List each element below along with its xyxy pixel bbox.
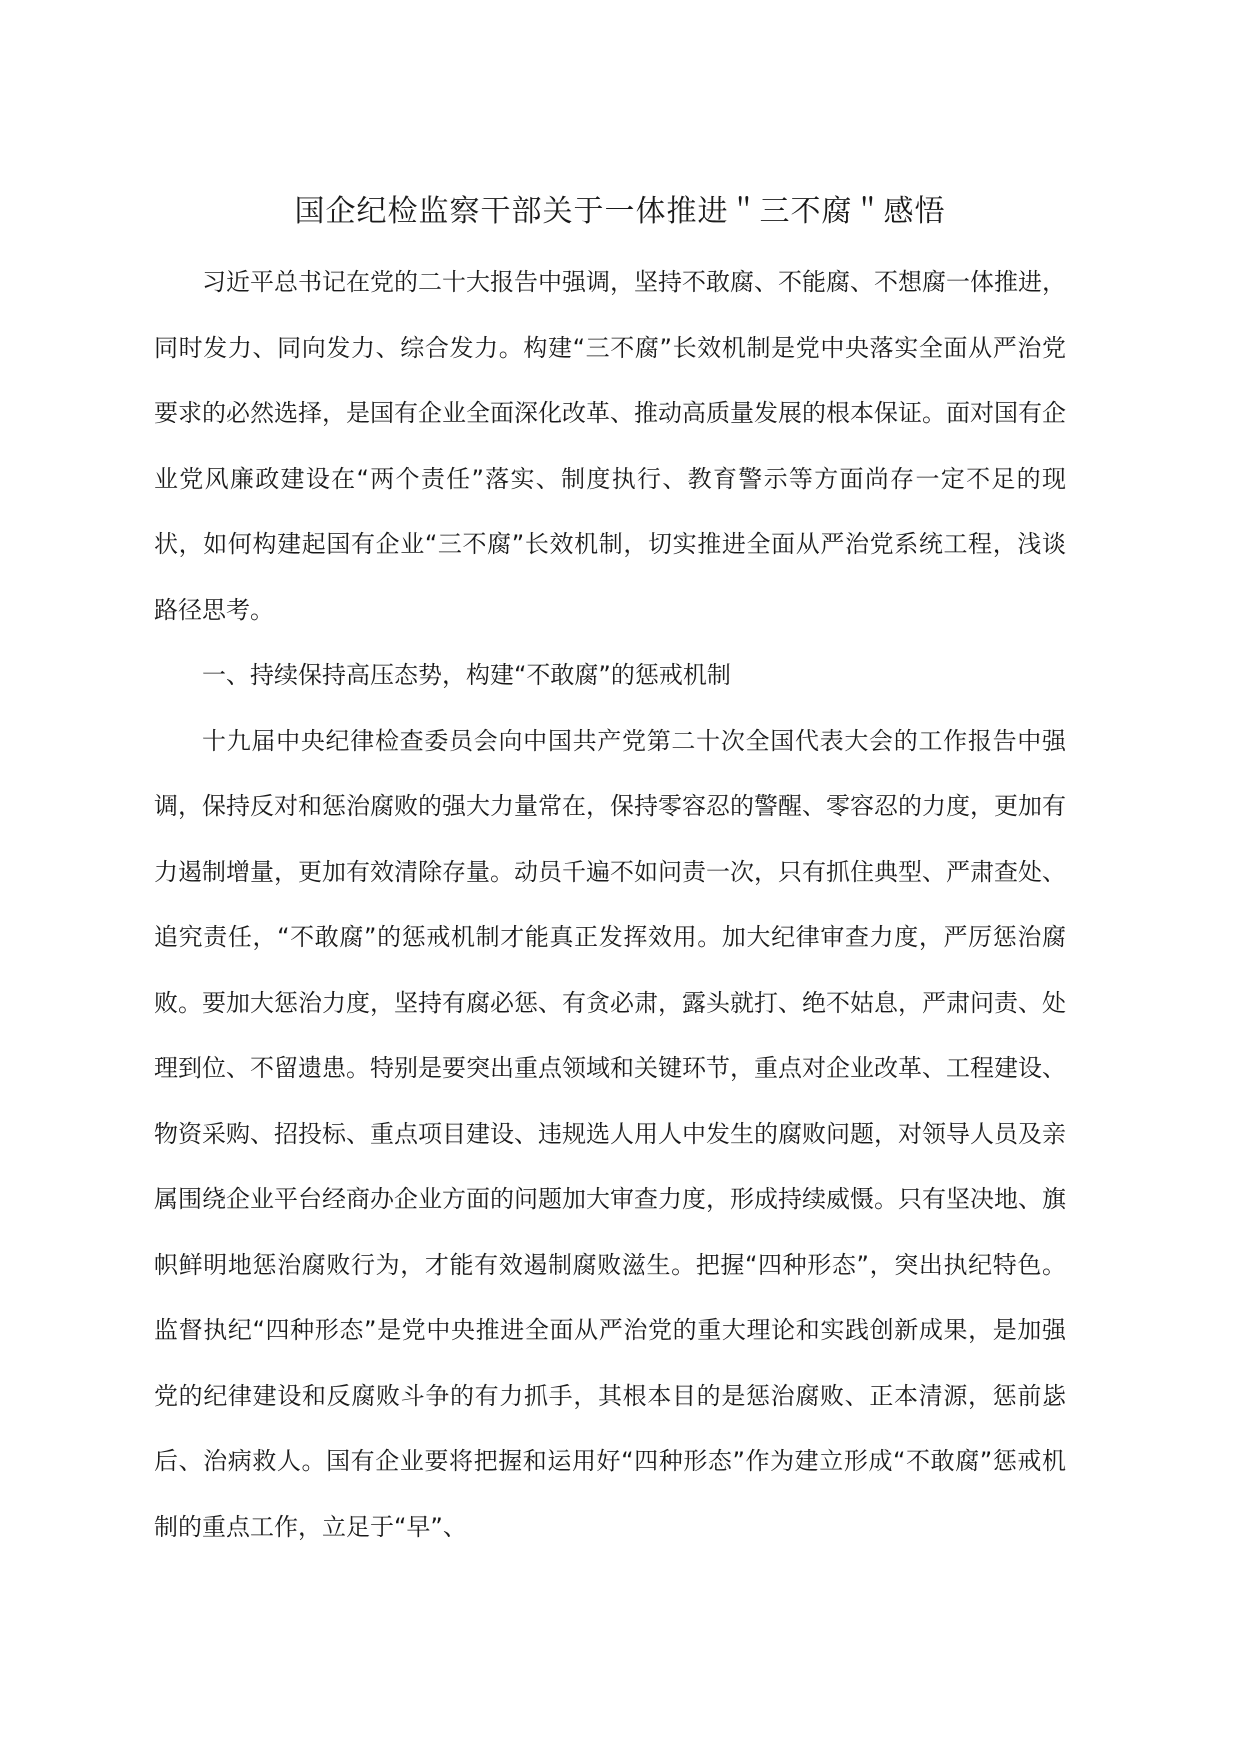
document-title: 国企纪检监察干部关于一体推进＂三不腐＂感悟	[294, 194, 946, 229]
section-heading-1: 一、持续保持高压态势，构建“不敢腐”的惩戒机制	[202, 661, 731, 689]
document-body	[154, 250, 1066, 1560]
paragraph-section-1: 十九届中央纪律检查委员会向中国共产党第二十次全国代表大会的工作报告中强调，保持反对和惩治腐败的强大力量常在，保持零容忍的警醒、零容忍的力度，更加有力遏制增量，更加有效清除存量。动员千遍不如问责一次，只有抓住典型、严肃查处、追究责任，“不敢腐”的惩戒机制才能真正发挥效用。加大纪律审查力度，严厉惩治腐败。要加大惩治力度，坚持有腐必惩、有贪必肃，露头就打、绝不姑息，严肃问责、处理到位、不留遗患。特别是要突出重点领域和关键环节，重点对企业改革、工程建设、物资采购、招投标、重点项目建设、违规选人用人中发生的腐败问题，对领导人员及亲属围绕企业平台经商办企业方面的问题加大审查力度，形成持续威慑。只有坚决地、旗帜鲜明地惩治腐败行为，才能有效遏制腐败滋生。把握“四种形态”，突出执纪特色。监督执纪“四种形态”是党中央推进全面从严治党的重大理论和实践创新成果，是加强党的纪律建设和反腐败斗争的有力抓手，其根本目的是惩治腐败、正本清源，惩前毖后、治病救人。国有企业要将把握和运用好“四种形态”作为建立形成“不敢腐”惩戒机制的重点工作，立足于“早”、	[154, 726, 1066, 1541]
paragraph-intro: 习近平总书记在党的二十大报告中强调，坚持不敢腐、不能腐、不想腐一体推进，同时发力、同向发力、综合发力。构建“三不腐”长效机制是党中央落实全面从严治党要求的必然选择，是国有企业全面深化改革、推动高质量发展的根本保证。面对国有企业党风廉政建设在“两个责任”落实、制度执行、教育警示等方面尚存一定不足的现状，如何构建起国有企业“三不腐”长效机制，切实推进全面从严治党系统工程，浅谈路径思考。	[154, 268, 1066, 624]
